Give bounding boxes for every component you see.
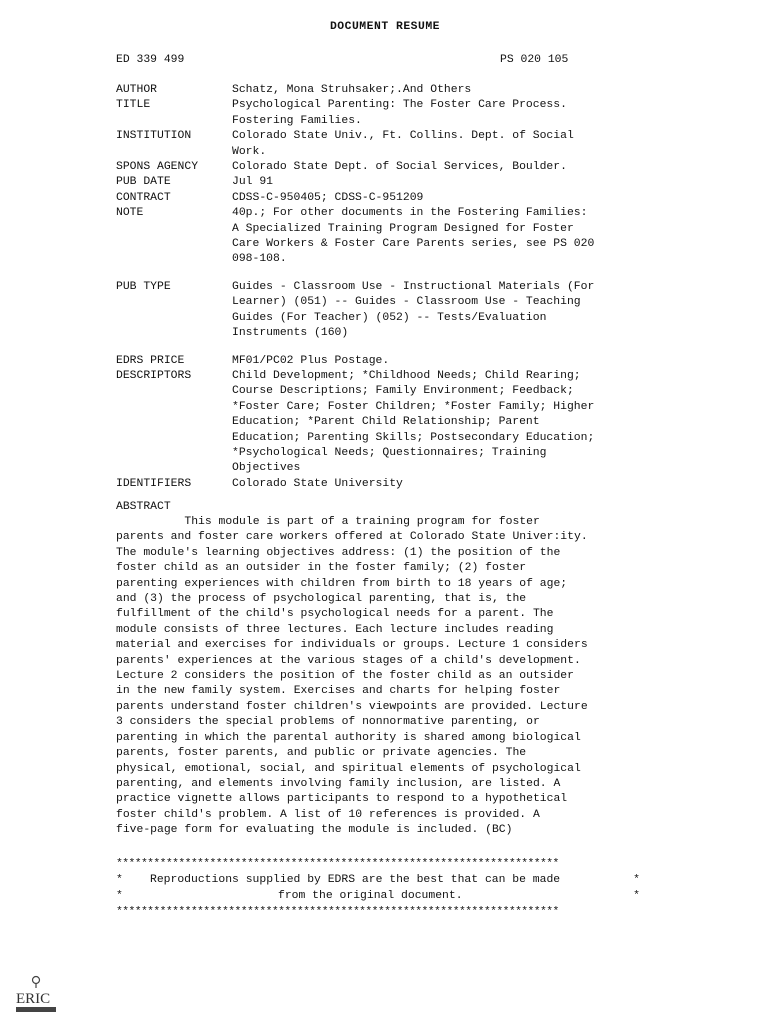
notice-star: * [116,874,123,886]
field-spons-agency [116,160,646,175]
field-label: EDRS PRICE [116,354,185,367]
abstract-text: This module is part of a training program for foster parents and foster care workers offered at Colorado State Univer:ity. The module's learning objectives address: (1) the position of the foster child as an outsider in the foster family; (2) foster parenting experiences with children from birth to 18 years of age; and (3) the process of psychological parenting, that is, the fulfillment of the child's psychological needs for a parent. The module consists of three lectures. Each lecture includes reading material and exercises for individuals or groups. Lecture 1 considers parents' experiences at the various stages of a child's development. Lecture 2 considers the position of the foster child as an outsider in the new family system. Exercises and charts for helping foster parents understand foster children's viewpoints are provided. Lecture 3 considers the special problems of nonnormative parenting, or parenting in which the parental authority is shared among biological parents, foster parents, and public or private agencies. The physical, emotional, social, and spiritual elements of psychological parenting, and elements involving family inclusion, are listed. A practice vignette allows participants to respond to a hypothetical foster child's problem. A list of 10 references is provided. A five-page form for evaluating the module is included. (BC) [116,516,588,837]
field-label: PUB TYPE [116,280,171,293]
field-label: INSTITUTION [116,130,192,143]
field-label: PUB DATE [116,176,171,189]
field-label: CONTRACT [116,191,171,204]
notice-star: * [116,890,123,902]
reproduction-notice [116,873,646,905]
field-label: DESCRIPTORS [116,369,192,382]
notice-line-2: from the original document. [278,890,463,902]
field-title [116,98,646,129]
field-author [116,83,646,98]
metadata-fields [116,83,646,492]
field-identifiers [116,477,646,492]
field-value: CDSS-C-950405; CDSS-C-951209 [232,191,424,204]
star-rule-bottom: *********************************************************************** [116,906,559,918]
field-value: Schatz, Mona Struhsaker;.And Others [232,84,472,96]
field-value: Colorado State Dept. of Social Services, Boulder. [232,161,567,174]
field-pub-type [116,280,646,342]
eric-logo [14,972,58,1016]
field-edrs-price [116,354,646,369]
field-pub-date [116,175,646,190]
star-rule-top: *********************************************************************** [116,858,559,870]
field-contract [116,191,646,206]
ed-number: ED 339 499 [116,54,185,66]
field-value: Guides - Classroom Use - Instructional Materials (For Learner) (051) -- Guides - Classroom Use - Teaching Guides (For Teacher) (052) -- Tests/Evaluation Instruments (160) [232,280,595,340]
notice-star: * [633,890,640,902]
field-label: IDENTIFIERS [116,477,192,490]
field-note [116,206,646,268]
field-descriptors [116,369,646,477]
field-label: TITLE [116,99,151,112]
field-label: AUTHOR [116,84,158,96]
field-value: Jul 91 [232,176,274,189]
field-value: Colorado State Univ., Ft. Collins. Dept. of Social Work. [232,130,574,158]
field-value: Colorado State University [232,477,403,490]
notice-line-1: Reproductions supplied by EDRS are the best that can be made [150,874,561,886]
field-value: Child Development; *Childhood Needs; Child Rearing; Course Descriptions; Family Environment; Feedback; *Foster Care; Foster Children; *Foster Family; Higher Education; *Parent Child Relationship; Parent Education; Parenting Skills; Postsecondary Education; *Psychological Needs; Questionnaires; Training Objectives [232,369,595,475]
svg-text:ERIC: ERIC [16,991,51,1007]
field-value: MF01/PC02 Plus Postage. [232,354,390,367]
field-value: Psychological Parenting: The Foster Care Process. Fostering Families. [232,99,567,127]
field-label: SPONS AGENCY [116,161,199,174]
field-institution [116,129,646,160]
notice-star: * [633,874,640,886]
document-heading: DOCUMENT RESUME [329,21,441,33]
field-label: NOTE [116,207,144,220]
field-value: 40p.; For other documents in the Fostering Families: A Specialized Training Program Designed for Foster Care Workers & Foster Care Parents series, see PS 020 098-108. [232,207,595,266]
abstract-label: ABSTRACT [116,501,171,513]
ps-number: PS 020 105 [500,54,569,66]
